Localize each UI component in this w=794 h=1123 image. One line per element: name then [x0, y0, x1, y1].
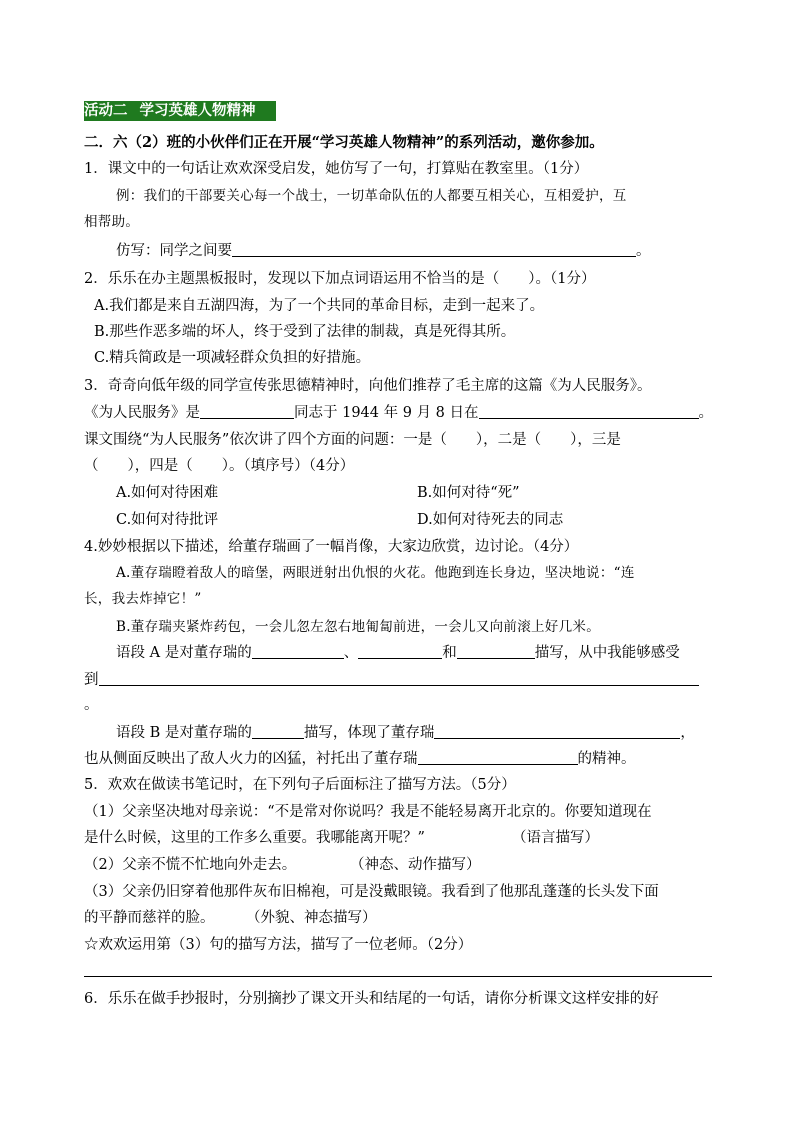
- q4-ans-b-3: ，: [680, 725, 695, 741]
- q5-task: ☆欢欢运用第（3）句的描写方法，描写了一位老师。（2分）: [84, 937, 473, 953]
- q4-stem: 4.妙妙根据以下描述，给董存瑞画了一幅肖像，大家边欣赏，边讨论。（4分）: [84, 539, 579, 555]
- q3-stem: 3．奇奇向低年级的同学宣传张思德精神时，向他们推荐了毛主席的这篇《为人民服务》。: [84, 378, 652, 394]
- q1-example-line1: 例：我们的干部要关心每一个战士，一切革命队伍的人都要互相关心，互相爱护，互: [116, 188, 627, 204]
- activity-label: 活动二: [84, 102, 128, 119]
- q3-option-d: D.如何对待死去的同志: [417, 512, 564, 528]
- q5-s3-line1: （3）父亲仍旧穿着他那件灰布旧棉袍，可是没戴眼镜。我看到了他那乱蓬蓬的长头发下面: [84, 884, 659, 900]
- q4-ans-a-6: 。: [84, 697, 99, 713]
- q1-imitate-blank[interactable]: [232, 241, 636, 257]
- q3-line3: 课文围绕“为人民服务”依次讲了四个方面的问题：一是（ ），二是（ ），三是: [84, 432, 621, 448]
- q4-blank-6[interactable]: [434, 723, 680, 739]
- q4-blank-3[interactable]: [457, 643, 535, 659]
- q4-ans-a-3: 和: [442, 645, 457, 661]
- section-intro: 二．六（2）班的小伙伴们正在开展“学习英雄人物精神”的系列活动，邀你参加。: [84, 134, 604, 151]
- q4-ans-b-5: 的精神。: [577, 751, 636, 767]
- q4-answer-a-row: [116, 643, 680, 663]
- activity-banner: [84, 101, 276, 121]
- q3-author-blank[interactable]: [200, 403, 294, 419]
- q3-line2-b: 同志于 1944 年 9 月 8 日在: [294, 405, 479, 421]
- q6-stem: 6．乐乐在做手抄报时，分别摘抄了课文开头和结尾的一句话，请你分析课文这样安排的好: [84, 991, 659, 1007]
- q4-ans-a-2: 、: [343, 645, 359, 661]
- q5-s2-note: （神态、动作描写）: [350, 857, 481, 873]
- q4-ans-a-5: 到: [84, 672, 99, 688]
- q4-ans-a-1: 语段 A 是对董存瑞的: [116, 645, 252, 661]
- q4-blank-4[interactable]: [99, 670, 699, 686]
- q3-line4: （ ），四是（ ）。（填序号）（4分）: [84, 458, 355, 474]
- q4-passage-a-line1: A.董存瑞瞪着敌人的暗堡，两眼迸射出仇恨的火花。他跑到连长身边，坚决地说：“连: [116, 565, 635, 581]
- q4-passage-a-line2: 长，我去炸掉它！”: [84, 591, 202, 607]
- q5-s2: （2）父亲不慌不忙地向外走去。: [84, 857, 297, 873]
- q1-stem: 1．课文中的一句话让欢欢深受启发，她仿写了一句，打算贴在教室里。（1分）: [84, 161, 589, 177]
- q5-s1-line1: （1）父亲坚决地对母亲说：“不是常对你说吗？我是不能轻易离开北京的。你要知道现在: [84, 804, 652, 820]
- q4-answer-b-row: [116, 723, 695, 743]
- q1-imitate-end: 。: [636, 243, 651, 259]
- q3-option-a: A.如何对待困难: [116, 485, 219, 501]
- q1-example-line2: 相帮助。: [84, 214, 140, 230]
- q4-passage-b-line1: B.董存瑞夹紧炸药包，一会儿忽左忽右地匍匐前进，一会儿又向前滚上好几米。: [116, 619, 601, 635]
- q3-option-b: B.如何对待“死”: [417, 485, 520, 501]
- q1-imitate-row: [116, 241, 651, 261]
- q4-blank-5[interactable]: [252, 723, 304, 739]
- q2-option-c: C.精兵简政是一项减轻群众负担的好措施。: [94, 350, 371, 366]
- q3-line2-c: 。: [698, 405, 714, 421]
- q4-ans-a-4: 描写，从中我能够感受: [534, 645, 680, 661]
- q3-occasion-blank[interactable]: [479, 403, 699, 419]
- q3-option-c: C.如何对待批评: [116, 512, 219, 528]
- q2-option-a: A.我们都是来自五湖四海，为了一个共同的革命目标，走到一起来了。: [94, 298, 545, 314]
- q4-answer-a-row2: [84, 670, 699, 690]
- q5-stem: 5．欢欢在做读书笔记时，在下列句子后面标注了描写方法。（5分）: [84, 777, 516, 793]
- q4-answer-b-row2: [84, 749, 636, 769]
- activity-title: 学习英雄人物精神: [139, 102, 256, 119]
- q2-option-b: B.那些作恶多端的坏人，终于受到了法律的制裁，真是死得其所。: [94, 324, 516, 340]
- q1-imitate-label: 仿写：同学之间要: [116, 243, 232, 259]
- q3-line2: [84, 403, 713, 423]
- q4-blank-1[interactable]: [252, 643, 344, 659]
- q4-ans-b-1: 语段 B 是对董存瑞的: [116, 725, 252, 741]
- q4-blank-2[interactable]: [358, 643, 442, 659]
- q2-stem: 2．乐乐在办主题黑板报时，发现以下加点词语运用不恰当的是（ ）。（1分）: [84, 271, 596, 287]
- q5-s3-note: （外貌、神态描写）: [246, 910, 377, 926]
- q4-ans-b-2: 描写，体现了董存瑞: [303, 725, 435, 741]
- q5-s3-line2: 的平静而慈祥的脸。: [84, 910, 215, 926]
- q5-answer-line[interactable]: [84, 976, 712, 977]
- q4-ans-b-4: 也从侧面反映出了敌人火力的凶猛，衬托出了董存瑞: [84, 751, 418, 767]
- q5-s1-line2: 是什么时候，这里的工作多么重要。我哪能离开呢？”: [84, 830, 425, 846]
- q5-s1-note: （语言描写）: [512, 830, 599, 846]
- q3-line2-a: 《为人民服务》是: [84, 405, 200, 421]
- q4-blank-7[interactable]: [418, 749, 578, 765]
